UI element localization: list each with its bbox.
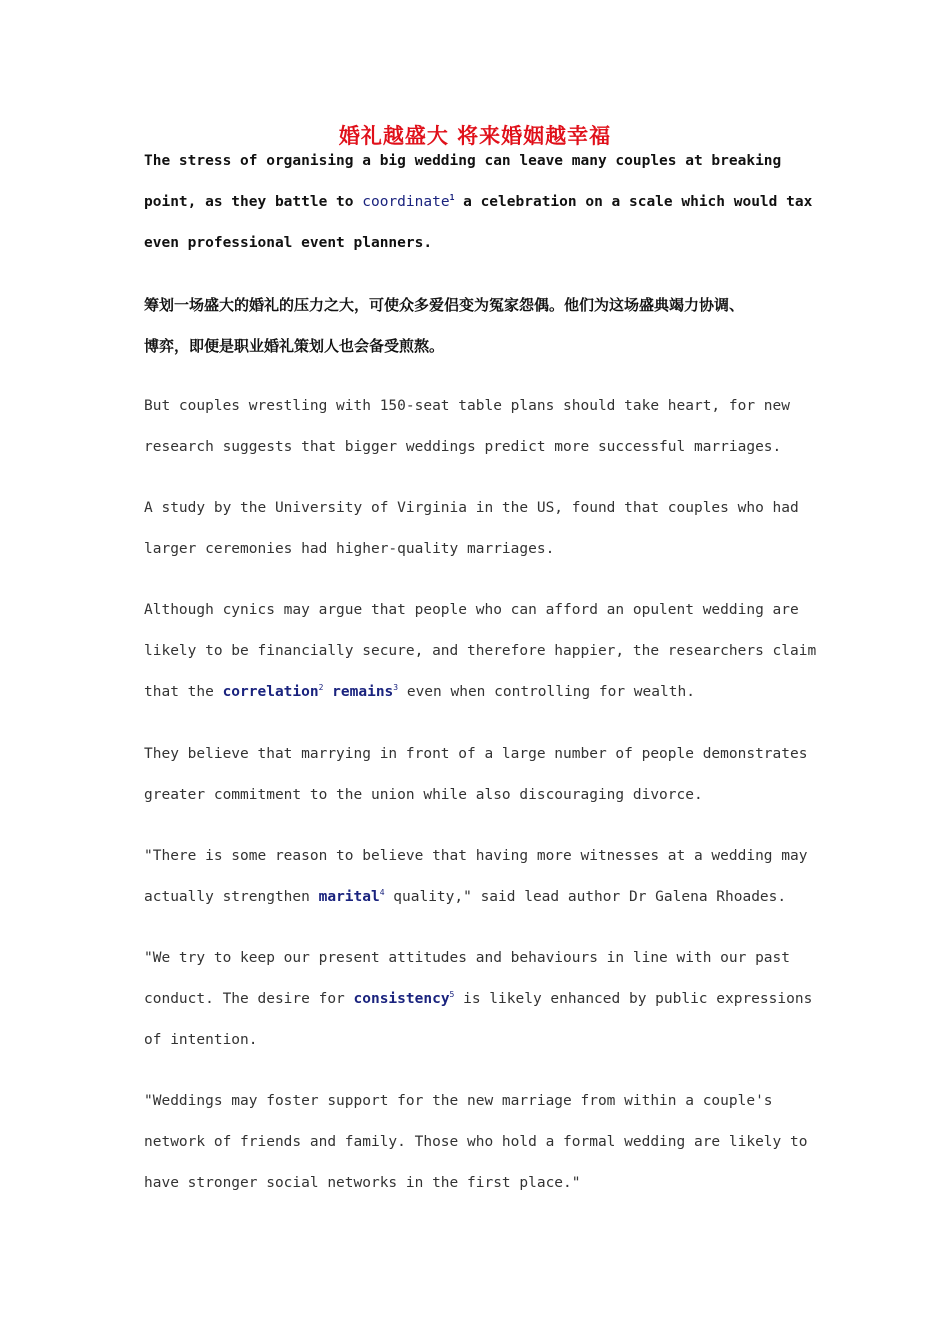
intro-paragraph-en: [144, 141, 824, 264]
text-line: They believe that marrying in front of a large number of people demonstrates: [144, 746, 808, 762]
text-line: [144, 979, 824, 1020]
text-line: larger ceremonies had higher-quality marriages.: [144, 541, 555, 557]
text-span: conduct. The desire for: [144, 991, 354, 1007]
text-span: actually strengthen: [144, 889, 319, 905]
text-line: 筹划一场盛大的婚礼的压力之大，可使众多爱侣变为冤家怨偶。他们为这场盛典竭力协调、: [144, 296, 745, 314]
vocab-word-correlation: correlation: [222, 684, 319, 700]
body-paragraph: [144, 734, 824, 816]
text-line: [144, 182, 824, 223]
text-line: The stress of organising a big wedding can leave many couples at breaking: [144, 153, 782, 169]
text-span: is likely enhanced by public expressions: [454, 991, 813, 1007]
body-paragraph: [144, 938, 824, 1061]
text-line: "Weddings may foster support for the new marriage from within a couple's: [144, 1093, 773, 1109]
text-span: that the: [144, 684, 223, 700]
text-span: a celebration on a scale which would tax: [454, 194, 813, 210]
footnote-marker: 5: [449, 990, 455, 1000]
body-paragraph: [144, 386, 824, 468]
body-paragraph: [144, 488, 824, 570]
vocab-word-coordinate: coordinate: [362, 194, 450, 210]
intro-paragraph-cn: [144, 285, 824, 367]
footnote-marker: 3: [393, 683, 399, 693]
footnote-marker: 2: [318, 683, 324, 693]
text-line: network of friends and family. Those who hold a formal wedding are likely to: [144, 1134, 808, 1150]
text-span: point, as they battle to: [144, 194, 363, 210]
text-line: [144, 877, 824, 918]
text-line: greater commitment to the union while also discouraging divorce.: [144, 787, 703, 803]
text-line: A study by the University of Virginia in the US, found that couples who had: [144, 500, 799, 516]
body-paragraph: [144, 590, 824, 713]
footnote-marker: 4: [379, 888, 385, 898]
text-line: likely to be financially secure, and therefore happier, the researchers claim: [144, 643, 817, 659]
footnote-marker: 1: [449, 193, 455, 203]
vocab-word-consistency: consistency: [353, 991, 450, 1007]
text-line: 博弈，即便是职业婚礼策划人也会备受煎熬。: [144, 337, 445, 355]
text-line: But couples wrestling with 150-seat table plans should take heart, for new: [144, 398, 791, 414]
text-span: quality," said lead author Dr Galena Rhoades.: [384, 889, 787, 905]
text-line: Although cynics may argue that people who can afford an opulent wedding are: [144, 602, 799, 618]
text-line: [144, 672, 824, 713]
text-span: even when controlling for wealth.: [398, 684, 695, 700]
vocab-word-marital: marital: [318, 889, 380, 905]
body-paragraph: [144, 836, 824, 918]
body-paragraph: [144, 1081, 824, 1204]
article-title: 婚礼越盛大 将来婚姻越幸福: [338, 123, 612, 148]
vocab-word-remains: remains: [332, 684, 394, 700]
text-line: "We try to keep our present attitudes and behaviours in line with our past: [144, 950, 791, 966]
text-line: have stronger social networks in the first place.": [144, 1175, 581, 1191]
text-line: "There is some reason to believe that having more witnesses at a wedding may: [144, 848, 808, 864]
text-line: of intention.: [144, 1032, 258, 1048]
text-line: even professional event planners.: [144, 235, 433, 251]
text-line: research suggests that bigger weddings predict more successful marriages.: [144, 439, 782, 455]
